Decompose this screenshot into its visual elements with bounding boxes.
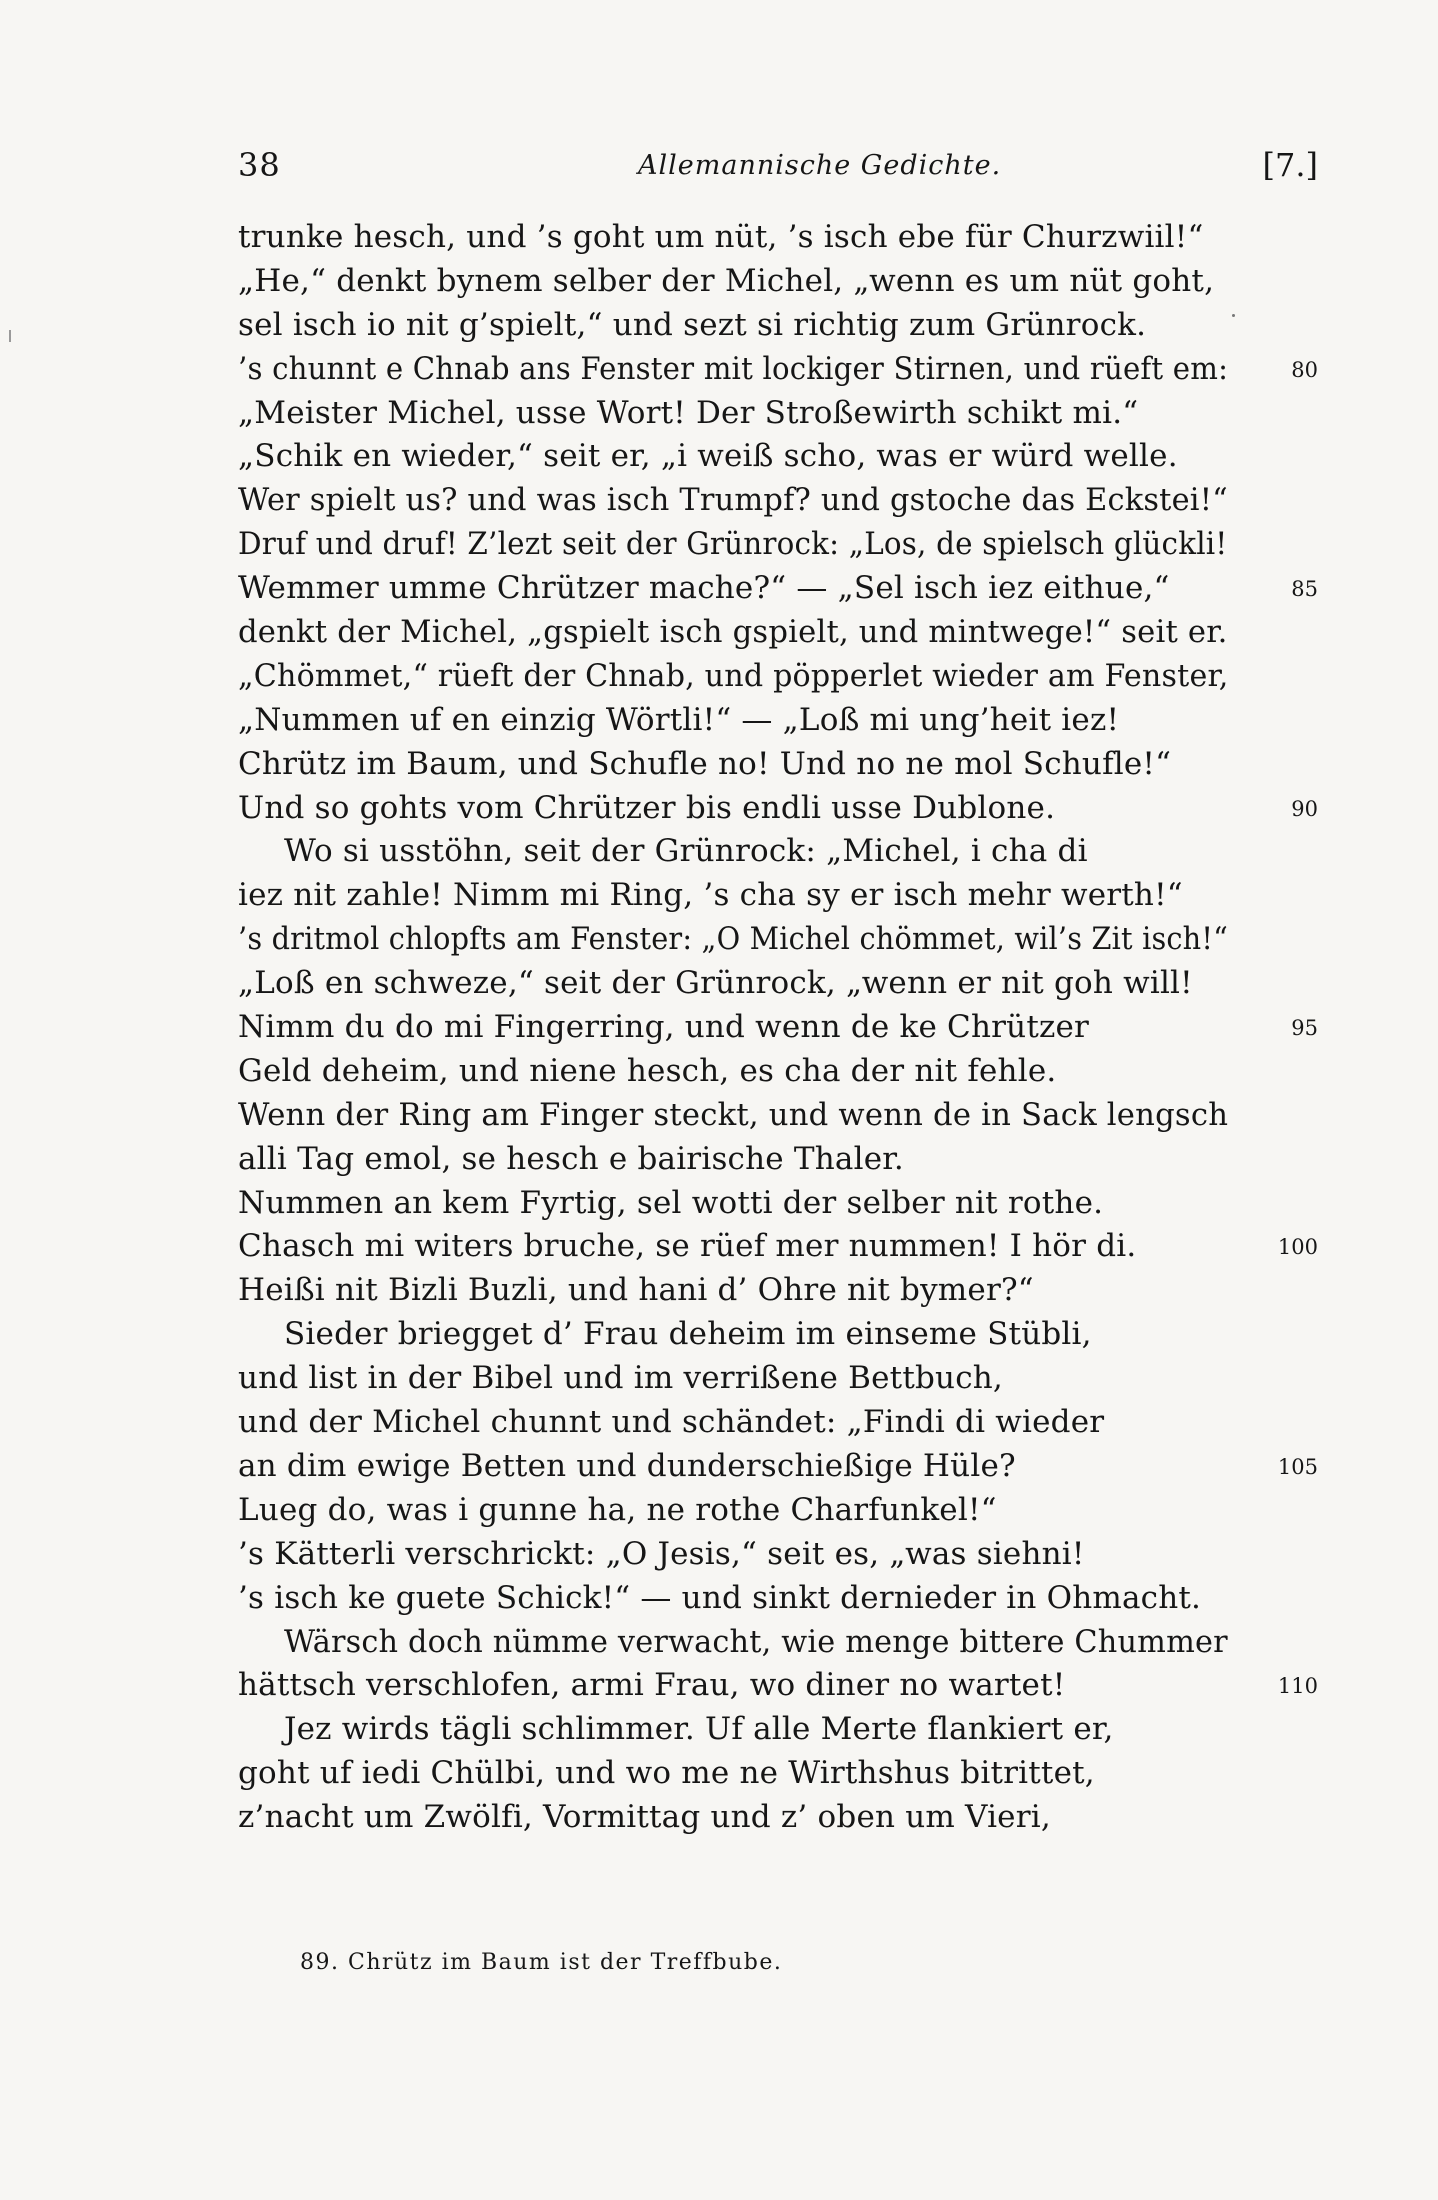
verse-text: und list in der Bibel und im verrißene Bettbuch, bbox=[238, 1360, 1003, 1397]
verse-line bbox=[238, 1621, 1318, 1665]
verse-line bbox=[238, 1489, 1318, 1533]
verse-line bbox=[238, 611, 1318, 655]
verse-text: Wer spielt us? und was isch Trumpf? und gstoche das Eckstei!“ bbox=[238, 482, 1228, 519]
verse-line bbox=[238, 1708, 1318, 1752]
verse-line bbox=[238, 787, 1318, 831]
verse-line bbox=[238, 348, 1318, 392]
verse-text: goht uf iedi Chülbi, und wo me ne Wirthshus bitrittet, bbox=[238, 1755, 1095, 1792]
verse-text: iez nit zahle! Nimm mi Ring, ’s cha sy er isch mehr werth!“ bbox=[238, 877, 1183, 914]
verse-line bbox=[238, 1050, 1318, 1094]
verse-block bbox=[238, 216, 1318, 1840]
verse-text: Sieder briegget d’ Frau deheim im einseme Stübli, bbox=[284, 1316, 1092, 1353]
verse-line bbox=[238, 260, 1318, 304]
verse-line bbox=[238, 743, 1318, 787]
running-title: Allemannische Gedichte. bbox=[638, 150, 1002, 181]
verse-line bbox=[238, 655, 1318, 699]
verse-line bbox=[238, 1577, 1318, 1621]
verse-text: „He,“ denkt bynem selber der Michel, „wenn es um nüt goht, bbox=[238, 262, 1215, 299]
line-number: 95 bbox=[1291, 1016, 1318, 1041]
verse-text: ’s dritmol chlopfts am Fenster: „O Michel chömmet, wil’s Zit isch!“ bbox=[238, 921, 1228, 958]
verse-text: alli Tag emol, se hesch e bairische Thaler. bbox=[238, 1140, 904, 1177]
verse-line bbox=[238, 1094, 1318, 1138]
verse-text: und der Michel chunnt und schändet: „Findi di wieder bbox=[238, 1404, 1105, 1441]
verse-text: hättsch verschlofen, armi Frau, wo diner no wartet! bbox=[238, 1667, 1066, 1704]
verse-text: „Loß en schweze,“ seit der Grünrock, „wenn er nit goh will! bbox=[238, 965, 1193, 1002]
verse-line bbox=[238, 304, 1318, 348]
verse-text: ’s Kätterli verschrickt: „O Jesis,“ seit es, „was siehni! bbox=[238, 1535, 1085, 1572]
page-header bbox=[238, 146, 1318, 186]
verse-line bbox=[238, 874, 1318, 918]
verse-line bbox=[238, 699, 1318, 743]
verse-text: Und so gohts vom Chrützer bis endli usse Dublone. bbox=[238, 789, 1056, 826]
verse-line bbox=[238, 1357, 1318, 1401]
page-number: 38 bbox=[238, 146, 281, 184]
line-number: 90 bbox=[1291, 796, 1318, 821]
verse-line bbox=[238, 962, 1318, 1006]
verse-text: sel isch io nit g’spielt,“ und sezt si richtig zum Grünrock. bbox=[238, 306, 1147, 343]
verse-line bbox=[238, 1401, 1318, 1445]
verse-text: „Schik en wieder,“ seit er, „i weiß scho, was er würd welle. bbox=[238, 438, 1178, 475]
verse-line bbox=[238, 918, 1318, 962]
verse-line bbox=[238, 1533, 1318, 1577]
line-number: 105 bbox=[1277, 1454, 1318, 1479]
verse-text: Druf und druf! Z’lezt seit der Grünrock: „Los, de spielsch glückli! bbox=[238, 526, 1228, 563]
verse-text: Chasch mi witers bruche, se rüef mer nummen! I hör di. bbox=[238, 1228, 1137, 1265]
verse-line bbox=[238, 1752, 1318, 1796]
verse-text: ’s isch ke guete Schick!“ — und sinkt dernieder in Ohmacht. bbox=[238, 1579, 1202, 1616]
verse-text: Nummen an kem Fyrtig, sel wotti der selber nit rothe. bbox=[238, 1184, 1104, 1221]
line-number: 100 bbox=[1277, 1235, 1318, 1260]
verse-line bbox=[238, 435, 1318, 479]
verse-line bbox=[238, 567, 1318, 611]
verse-line bbox=[238, 1225, 1318, 1269]
verse-line bbox=[238, 1796, 1318, 1840]
footnote: 89. Chrütz im Baum ist der Treffbube. bbox=[300, 1950, 783, 1975]
verse-text: an dim ewige Betten und dunderschießige Hüle? bbox=[238, 1447, 1016, 1484]
verse-line bbox=[238, 1313, 1318, 1357]
verse-text: Wemmer umme Chrützer mache?“ — „Sel isch iez eithue,“ bbox=[238, 570, 1170, 607]
verse-text: trunke hesch, und ’s goht um nüt, ’s isch ebe für Churzwiil!“ bbox=[238, 219, 1204, 255]
verse-line bbox=[238, 392, 1318, 436]
verse-text: Geld deheim, und niene hesch, es cha der nit fehle. bbox=[238, 1052, 1057, 1089]
line-number: 110 bbox=[1277, 1674, 1318, 1699]
verse-text: Wärsch doch nümme verwacht, wie menge bittere Chummer bbox=[284, 1623, 1228, 1660]
verse-line bbox=[238, 1006, 1318, 1050]
verse-text: Heißi nit Bizli Buzli, und hani d’ Ohre nit bymer?“ bbox=[238, 1272, 1034, 1309]
verse-text: denkt der Michel, „gspielt isch gspielt, und mintwege!“ seit er. bbox=[238, 614, 1228, 651]
verse-text: „Chömmet,“ rüeft der Chnab, und pöpperlet wieder am Fenster, bbox=[238, 657, 1229, 694]
verse-text: Chrütz im Baum, und Schufle no! Und no ne mol Schufle!“ bbox=[238, 745, 1172, 782]
verse-line bbox=[238, 1138, 1318, 1182]
verse-line bbox=[238, 1269, 1318, 1313]
verse-text: „Meister Michel, usse Wort! Der Stroßewirth schikt mi.“ bbox=[238, 394, 1139, 431]
verse-line bbox=[238, 830, 1318, 874]
verse-text: Wo si usstöhn, seit der Grünrock: „Michel, i cha di bbox=[284, 833, 1088, 870]
signature-mark: [7.] bbox=[1262, 146, 1318, 184]
verse-line bbox=[238, 216, 1318, 260]
verse-line bbox=[238, 523, 1318, 567]
verse-line bbox=[238, 479, 1318, 523]
verse-line bbox=[238, 1182, 1318, 1226]
verse-line bbox=[238, 1445, 1318, 1489]
verse-text: Lueg do, was i gunne ha, ne rothe Charfunkel!“ bbox=[238, 1491, 997, 1528]
verse-text: Wenn der Ring am Finger steckt, und wenn de in Sack lengsch bbox=[238, 1096, 1229, 1133]
line-number: 85 bbox=[1291, 577, 1318, 602]
scan-mark bbox=[9, 330, 11, 342]
verse-text: „Nummen uf en einzig Wörtli!“ — „Loß mi ung’heit iez! bbox=[238, 701, 1120, 738]
line-number: 80 bbox=[1291, 357, 1318, 382]
verse-text: z’nacht um Zwölfi, Vormittag und z’ oben um Vieri, bbox=[238, 1799, 1051, 1836]
verse-text: Nimm du do mi Fingerring, und wenn de ke Chrützer bbox=[238, 1009, 1090, 1046]
verse-text: ’s chunnt e Chnab ans Fenster mit lockiger Stirnen, und rüeft em: bbox=[238, 350, 1229, 387]
verse-line bbox=[238, 1664, 1318, 1708]
verse-text: Jez wirds tägli schlimmer. Uf alle Merte flankiert er, bbox=[284, 1711, 1114, 1748]
